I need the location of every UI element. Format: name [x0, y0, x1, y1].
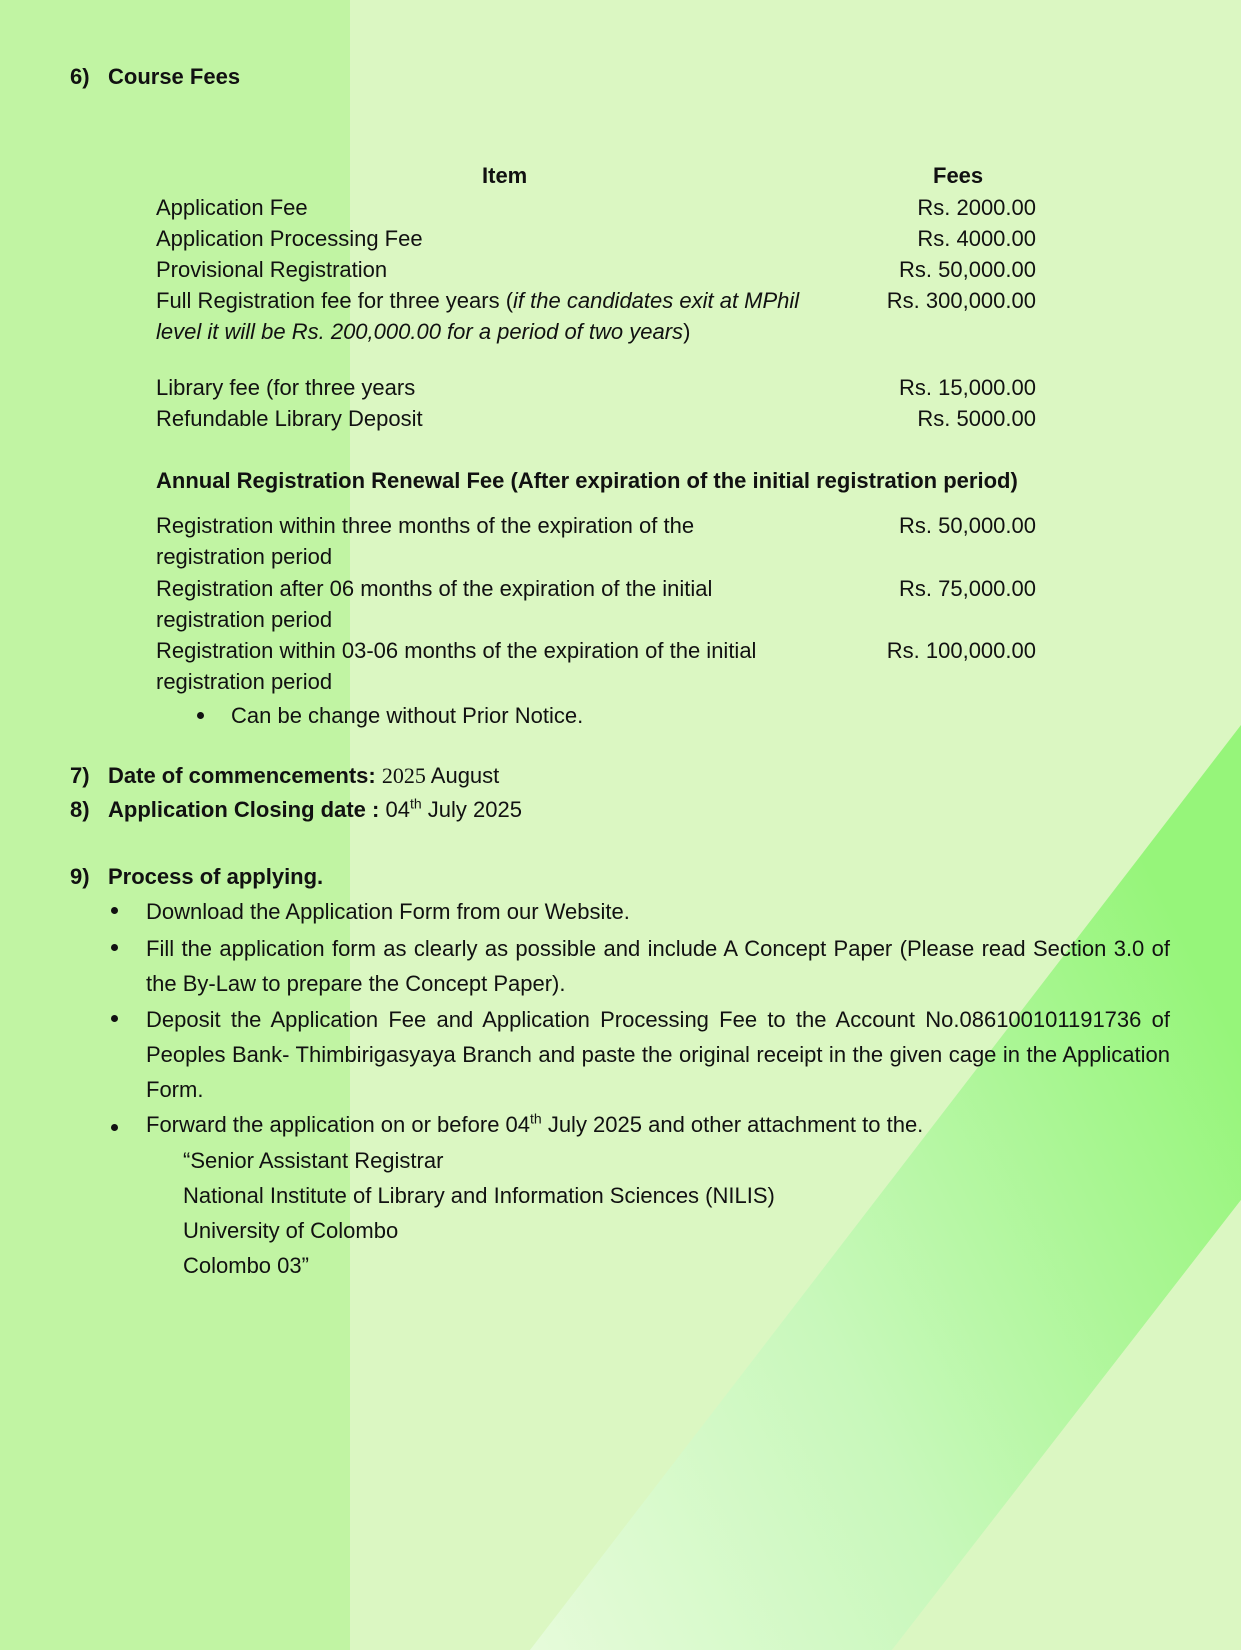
address-line: University of Colombo [183, 1218, 399, 1243]
section-number: 7) [70, 763, 90, 788]
fee-item-full-registration [156, 285, 846, 347]
fee-amount: Rs. 15,000.00 [899, 375, 1036, 400]
table-header-fees: Fees [933, 163, 984, 188]
bullet-icon [111, 1015, 118, 1022]
section-title: Course Fees [108, 64, 241, 89]
process-step: Deposit the Application Fee and Application Processing Fee to the Account No.086100101191736 of Peoples Bank- Thimbirigasyaya Branch and paste the original receipt in the given cage in the Application Form. [146, 1007, 1170, 1102]
closing-date-label: Application Closing date : [108, 797, 380, 822]
commencement-year: 2025 [381, 763, 426, 788]
fee-item-text-end: ) [683, 319, 691, 344]
section-number: 8) [70, 797, 90, 822]
renewal-item-line1: Registration after 06 months of the expiration of the initial [156, 576, 713, 601]
table-header-item: Item [482, 163, 528, 188]
renewal-item-line1: Registration within three months of the expiration of the [156, 513, 695, 538]
renewal-heading: Annual Registration Renewal Fee (After expiration of the initial registration period) [156, 468, 1018, 493]
commencement-label: Date of commencements: [108, 763, 376, 788]
commencement-month: August [430, 763, 500, 788]
fee-item: Refundable Library Deposit [156, 406, 423, 431]
address-line: Colombo 03” [183, 1253, 309, 1278]
renewal-fee: Rs. 50,000.00 [899, 513, 1036, 538]
renewal-item-line1: Registration within 03-06 months of the expiration of the initial [156, 638, 757, 663]
fee-item: Library fee (for three years [156, 375, 416, 400]
process-step-forward [146, 1109, 923, 1140]
bullet-icon [111, 907, 118, 914]
fee-amount: Rs. 5000.00 [917, 406, 1036, 431]
renewal-fee: Rs. 100,000.00 [886, 638, 1036, 663]
fee-item-note: if the candidates exit at MPhil level it will be Rs. 200,000.00 for a period of two years [156, 288, 800, 344]
fee-item: Application Fee [156, 195, 308, 220]
forward-text: Forward the application on or before 04 [146, 1112, 531, 1137]
address-line: “Senior Assistant Registrar [183, 1148, 444, 1173]
fee-item: Application Processing Fee [156, 226, 423, 251]
closing-date-suffix: th [409, 795, 422, 812]
closing-date-day: 04 [385, 797, 410, 822]
forward-text-end: July 2025 and other attachment to the. [541, 1112, 924, 1137]
bullet-icon [111, 1124, 118, 1131]
closing-date-rest: July 2025 [427, 797, 522, 822]
renewal-fee: Rs. 75,000.00 [899, 576, 1036, 601]
fee-amount: Rs. 4000.00 [917, 226, 1036, 251]
bullet-icon [197, 712, 204, 719]
forward-suffix: th [530, 1110, 542, 1127]
fee-amount: Rs. 2000.00 [917, 195, 1036, 220]
renewal-item-line2: registration period [156, 607, 333, 632]
fee-amount: Rs. 300,000.00 [886, 288, 1036, 313]
closing-date-line [108, 794, 522, 825]
fee-item: Provisional Registration [156, 257, 388, 282]
process-step: Fill the application form as clearly as possible and include A Concept Paper (Please read Section 3.0 of the By-Law to prepare the Concept Paper). [146, 936, 1170, 996]
fee-item-text: Full Registration fee for three years ( [156, 288, 514, 313]
renewal-item-line2: registration period [156, 669, 333, 694]
address-line: National Institute of Library and Information Sciences (NILIS) [183, 1183, 775, 1208]
bullet-icon [111, 944, 118, 951]
note-text: Can be change without Prior Notice. [231, 703, 584, 728]
fee-amount: Rs. 50,000.00 [899, 257, 1036, 282]
commencement-line [108, 760, 499, 791]
section-title: Process of applying. [108, 864, 324, 889]
section-number: 6) [70, 64, 90, 89]
process-step: Download the Application Form from our Website. [146, 899, 630, 924]
section-number: 9) [70, 864, 90, 889]
renewal-item-line2: registration period [156, 544, 333, 569]
